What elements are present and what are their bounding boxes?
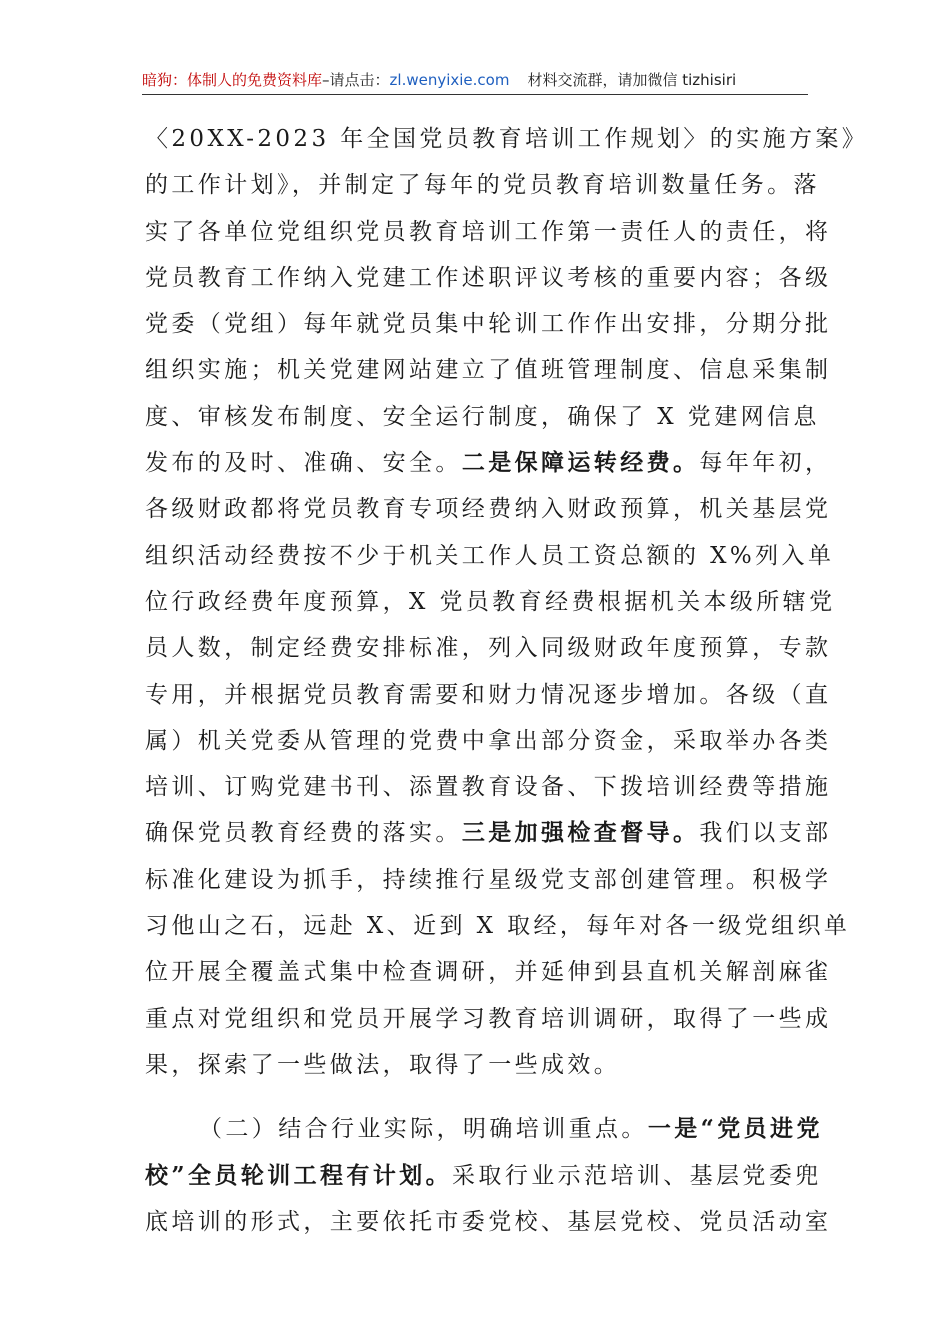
header-wechat-note: 材料交流群，请加微信 tizhisiri bbox=[527, 71, 737, 89]
header-url-link[interactable]: zl.wenyixie.com bbox=[389, 71, 510, 89]
text-line: 组织活动经费按不少于机关工作人员工资总额的 X%列入单 bbox=[145, 542, 835, 569]
text-line: 底培训的形式，主要依托市委党校、基层党校、党员活动室 bbox=[145, 1208, 832, 1235]
text-line: 习他山之石，远赴 X、近到 X 取经，每年对各一级党组织单 bbox=[145, 913, 851, 940]
text-line: 党委（党组）每年就党员集中轮训工作作出安排，分期分批 bbox=[145, 311, 832, 338]
text-line: 员人数，制定经费安排标准，列入同级财政年度预算，专款 bbox=[145, 635, 832, 662]
bold-heading: 二是保障运转经费。 bbox=[461, 449, 700, 477]
text-line: 实了各单位党组织党员教育培训工作第一责任人的责任，将 bbox=[145, 218, 832, 245]
text-line: 发布的及时、准确、安全。二是保障运转经费。每年年初， bbox=[145, 449, 832, 477]
text-line: 重点对党组织和党员开展学习教育培训调研，取得了一些成 bbox=[145, 1005, 832, 1032]
text-line: 果，探索了一些做法，取得了一些成效。 bbox=[145, 1051, 621, 1078]
text-line: 专用，并根据党员教育需要和财力情况逐步增加。各级（直 bbox=[145, 681, 832, 708]
header-click-prompt: –请点击： bbox=[322, 71, 390, 89]
text-line: 校”全员轮训工程有计划。采取行业示范培训、基层党委兜 bbox=[145, 1161, 822, 1189]
text-line: 度、审核发布制度、安全运行制度，确保了 X 党建网信息 bbox=[145, 403, 820, 430]
text-line: 属）机关党委从管理的党费中拿出部分资金，采取举办各类 bbox=[145, 727, 832, 754]
text-line: 的工作计划》，并制定了每年的党员教育培训数量任务。落 bbox=[145, 172, 820, 199]
text-line: 确保党员教育经费的落实。三是加强检查督导。我们以支部 bbox=[145, 819, 832, 847]
text-line: 位开展全覆盖式集中检查调研，并延伸到县直机关解剖麻雀 bbox=[145, 959, 832, 986]
text-line: 〈20XX-2023 年全国党员教育培训工作规划〉的实施方案》 bbox=[145, 126, 869, 152]
bold-heading: 校”全员轮训工程有计划。 bbox=[145, 1161, 453, 1189]
text-line: 组织实施；机关党建网站建立了值班管理制度、信息采集制 bbox=[145, 357, 832, 384]
text-line: 培训、订购党建书刊、添置教育设备、下拨培训经费等措施 bbox=[145, 774, 832, 801]
text-line: 党员教育工作纳入党建工作述职评议考核的重要内容；各级 bbox=[145, 264, 832, 291]
document-body bbox=[145, 116, 869, 1245]
text-line: 各级财政都将党员教育专项经费纳入财政预算，机关基层党 bbox=[145, 496, 832, 523]
text-line: 位行政经费年度预算，X 党员教育经费根据机关本级所辖党 bbox=[145, 588, 836, 615]
document-header bbox=[142, 66, 808, 95]
bold-heading: 一是“党员进党 bbox=[647, 1115, 823, 1143]
text-line: 标准化建设为抓手，持续推行星级党支部创建管理。积极学 bbox=[145, 866, 832, 893]
header-site-name: 暗狗：体制人的免费资料库 bbox=[142, 71, 323, 89]
bold-heading: 三是加强检查督导。 bbox=[461, 819, 700, 847]
text-line: （二）结合行业实际，明确培训重点。一是“党员进党 bbox=[199, 1115, 823, 1143]
